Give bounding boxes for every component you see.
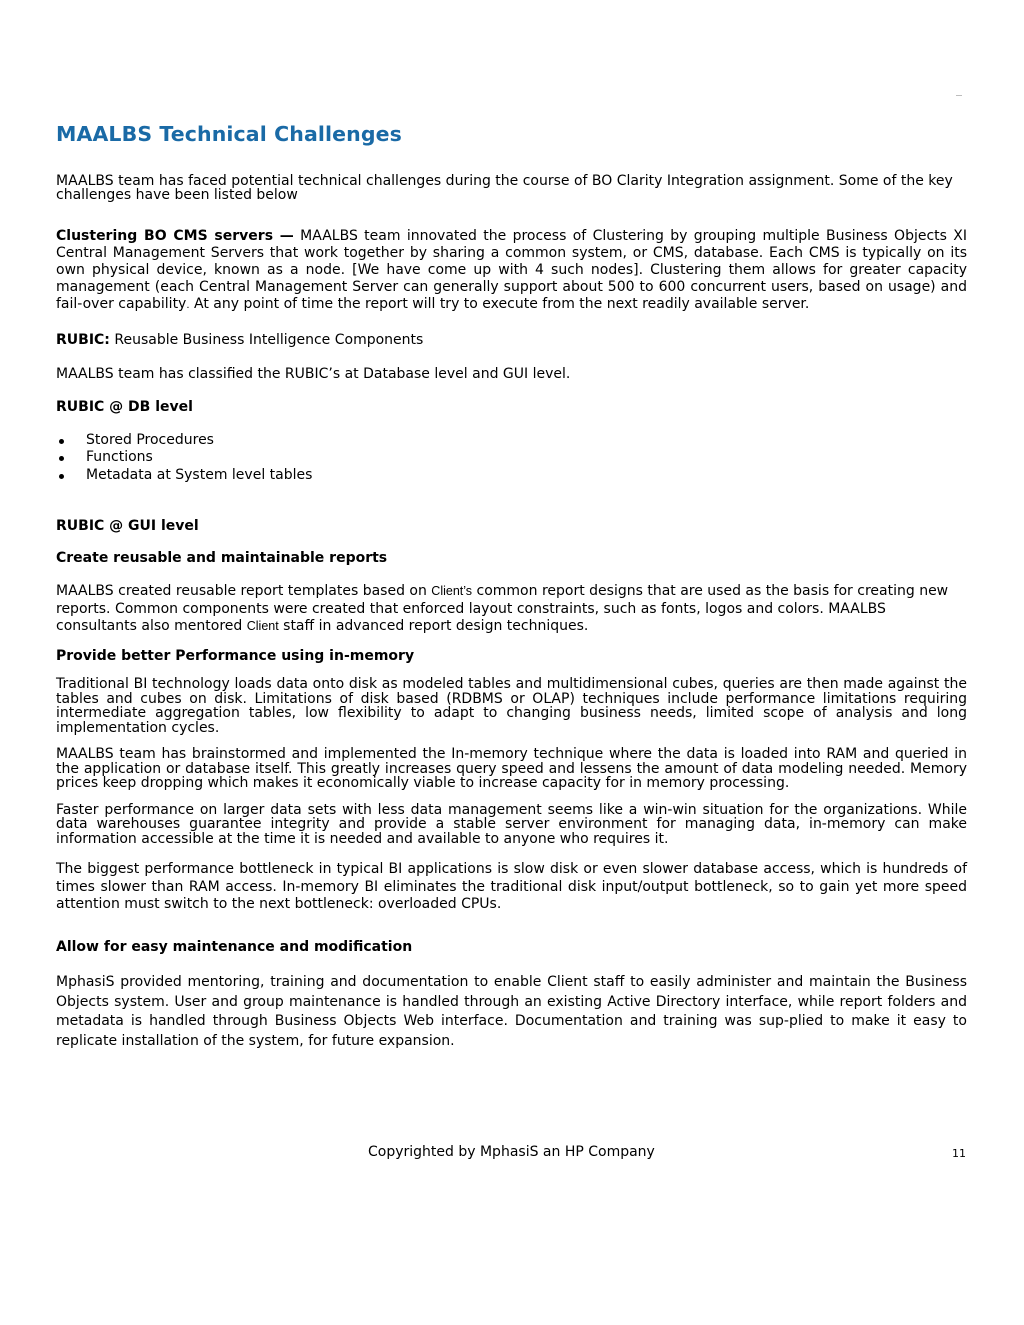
rubic-lead: RUBIC:	[56, 332, 110, 348]
rubic-gui-heading: RUBIC @ GUI level	[56, 518, 199, 534]
clustering-paragraph	[56, 228, 967, 314]
rubic-classified: MAALBS team has classified the RUBIC’s at Database level and GUI level.	[56, 365, 571, 382]
clustering-lead: Clustering BO CMS servers —	[56, 228, 294, 244]
list-item: Stored Procedures	[56, 432, 967, 450]
rubic-db-list	[56, 432, 967, 485]
performance-paragraph-3: Faster performance on larger data sets with less data management seems like a win-win situation for the organizations. While data warehouses guarantee integrity and provide a stable server environment for managing data, in-memory can make information accessible at the time it is needed and available to anyone who requires it.	[56, 801, 967, 847]
performance-heading: Provide better Performance using in-memory	[56, 647, 415, 664]
clustering-text-2: At any point of time the report will try to execute from the next readily available server.	[189, 296, 810, 312]
rubic-definition-text: Reusable Business Intelligence Components	[109, 332, 424, 348]
client-name: Client’s	[431, 584, 473, 598]
clustering-dot: .	[186, 300, 190, 311]
reports-text-1: MAALBS created reusable report templates based on	[56, 583, 432, 599]
reports-text-3: staff in advanced report design techniques.	[278, 618, 589, 634]
rubic-db-heading: RUBIC @ DB level	[56, 399, 193, 415]
page-title: MAALBS Technical Challenges	[56, 122, 402, 146]
reports-text-2: common report designs that are used as the basis for creating new reports. Common components were created that enforced layout constraints, such as fonts, logos and colors. MAALBS consultants also mentored	[56, 583, 949, 634]
maintenance-heading: Allow for easy maintenance and modification	[56, 938, 413, 955]
clustering-text-1: MAALBS team innovated the process of Clustering by grouping multiple Business Objects XI Central Management Servers that work together by sharing a common system, or CMS, database. Each CMS is typically on its own physical device, known as a node. [We have come up with 4 such nodes]. Clustering them allows for greater capacity management (each Central Management Server can generally support about 500 to 600 concurrent users, based on usage) and fail-over capability	[56, 228, 968, 312]
list-item: Metadata at System level tables	[56, 467, 967, 485]
document-body	[56, 174, 967, 1051]
page-number: 11	[952, 1147, 966, 1160]
header-mark	[956, 95, 962, 96]
performance-paragraph-2: MAALBS team has brainstormed and implemented the In-memory technique where the data is loaded into RAM and queried in the application or database itself. This greatly increases query speed and lessens the amount of data modeling needed. Memory prices keep dropping which makes it economically viable to increase capacity for in memory processing.	[56, 746, 967, 791]
footer-copyright: Copyrighted by MphasiS an HP Company	[368, 1144, 655, 1160]
performance-paragraph-1: Traditional BI technology loads data onto disk as modeled tables and multidimensional cubes, queries are then made against the tables and cubes on disk. Limitations of disk based (RDBMS or OLAP) techniques include performance limitations requiring intermediate aggregation tables, low flexibility to adapt to changing business needs, limited scope of analysis and long implementation cycles.	[56, 676, 967, 736]
reports-heading: Create reusable and maintainable reports	[56, 549, 388, 566]
rubic-definition	[56, 333, 967, 348]
maintenance-paragraph: MphasiS provided mentoring, training and documentation to enable Client staff to easily administer and maintain the Business Objects system. User and group maintenance is handled through an existing Active Directory interface, while report folders and metadata is handled through Business Objects Web interface. Documentation and training was sup-plied to make it easy to replicate installation of the system, for future expansion.	[56, 974, 967, 1049]
client-name: Client	[246, 619, 279, 633]
intro-paragraph: MAALBS team has faced potential technical challenges during the course of BO Clarity Integration assignment. Some of the key challenges have been listed below	[56, 173, 953, 203]
reports-paragraph	[56, 583, 967, 636]
list-item: Functions	[56, 449, 967, 467]
performance-paragraph-4: The biggest performance bottleneck in typical BI applications is slow disk or even slower database access, which is hundreds of times slower than RAM access. In-memory BI eliminates the traditional disk input/output bottleneck, so to gain yet more speed attention must switch to the next bottleneck: overloaded CPUs.	[56, 861, 967, 912]
